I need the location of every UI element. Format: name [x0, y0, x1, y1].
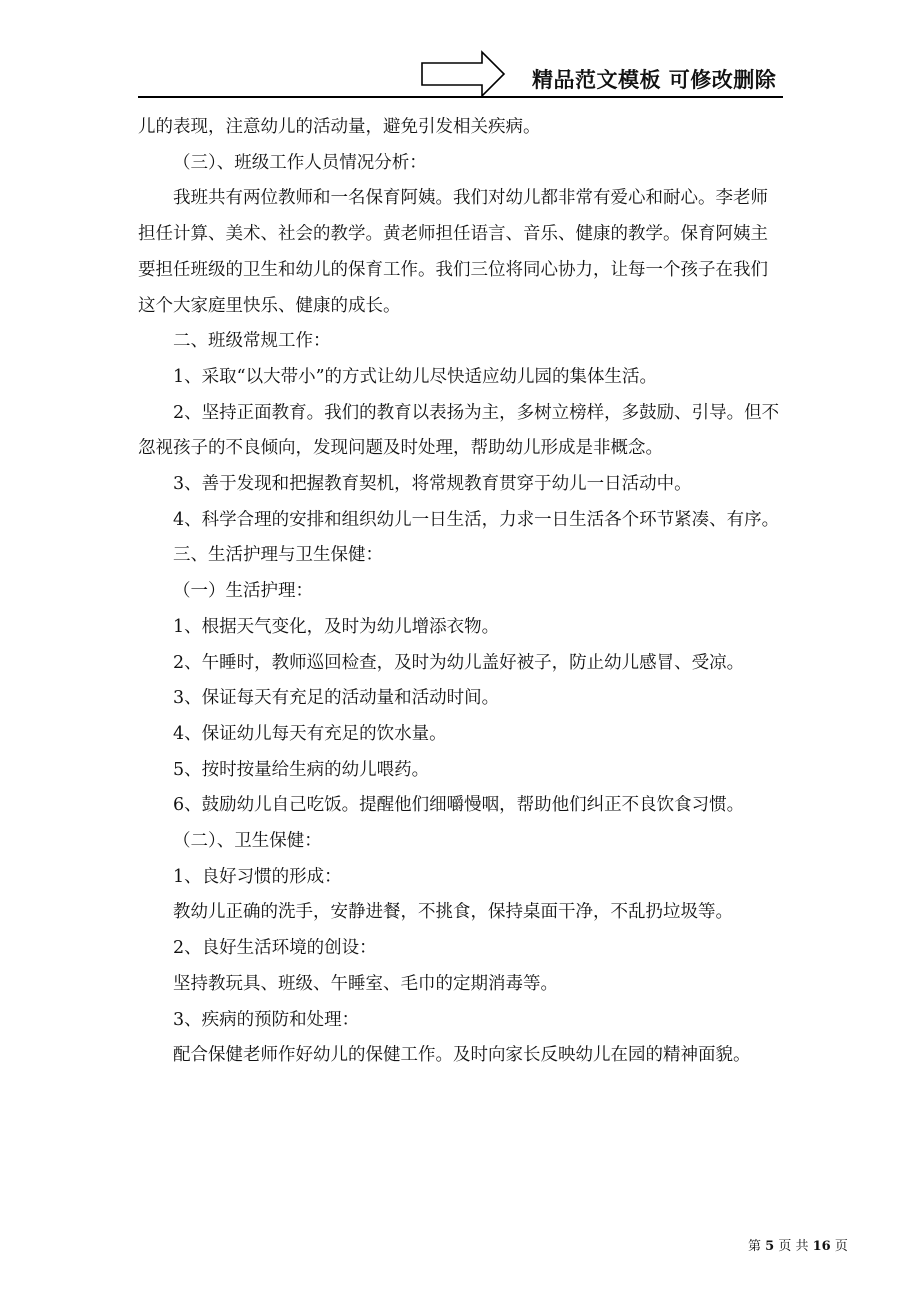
paragraph: 坚持教玩具、班级、午睡室、毛巾的定期消毒等。 — [173, 973, 558, 994]
paragraph: 1、根据天气变化，及时为幼儿增添衣物。 — [173, 616, 500, 637]
paragraph: 配合保健老师作好幼儿的保健工作。及时向家长反映幼儿在园的精神面貌。 — [173, 1045, 751, 1066]
paragraph: 3、疾病的预防和处理： — [173, 1009, 360, 1030]
paragraph: 1、良好习惯的形成： — [173, 866, 342, 887]
paragraph: 4、保证幼儿每天有充足的饮水量。 — [173, 723, 447, 744]
paragraph: 2、午睡时，教师巡回检查，及时为幼儿盖好被子，防止幼儿感冒、受凉。 — [173, 652, 745, 673]
paragraph: 三、生活护理与卫生保健： — [173, 545, 383, 566]
document-body — [138, 110, 785, 1074]
total-pages-number: 16 — [812, 1239, 831, 1254]
paragraph: 儿的表现，注意幼儿的活动量，避免引发相关疾病。 — [138, 117, 541, 137]
paragraph: （一）生活护理： — [173, 581, 313, 602]
paragraph: 3、善于发现和把握教育契机，将常规教育贯穿于幼儿一日活动中。 — [173, 474, 692, 495]
paragraph: （二）、卫生保健： — [173, 831, 322, 852]
paragraph: 教幼儿正确的洗手，安静进餐，不挑食，保持桌面干净，不乱扔垃圾等。 — [173, 902, 733, 923]
paragraph: 6、鼓励幼儿自己吃饭。提醒他们细嚼慢咽，帮助他们纠正不良饮食习惯。 — [173, 795, 745, 816]
paragraph: 4、科学合理的安排和组织幼儿一日生活，力求一日生活各个环节紧凑、有序。 — [173, 509, 780, 530]
paragraph: 5、按时按量给生病的幼儿喂药。 — [173, 759, 430, 780]
paragraph: 2、良好生活环境的创设： — [173, 938, 377, 959]
header-title: 精品范文模板 可修改删除 — [532, 68, 777, 92]
footer-middle: 页 共 — [778, 1239, 809, 1254]
paragraph: 二、班级常规工作： — [173, 331, 331, 352]
current-page-number: 5 — [765, 1239, 775, 1254]
paragraph: （三）、班级工作人员情况分析： — [173, 152, 427, 173]
paragraph: 2、坚持正面教育。我们的教育以表扬为主，多树立榜样，多鼓励、引导。但不忽视孩子的不良倾向，发现问题及时处理，帮助幼儿形成是非概念。 — [138, 402, 780, 459]
page-header — [0, 0, 920, 100]
paragraph: 我班共有两位教师和一名保育阿姨。我们对幼儿都非常有爱心和耐心。李老师担任计算、美术、社会的教学。黄老师担任语言、音乐、健康的教学。保育阿姨主要担任班级的卫生和幼儿的保育工作。我们三位将同心协力，让每一个孩子在我们这个大家庭里快乐、健康的成长。 — [138, 188, 768, 316]
paragraph: 3、保证每天有充足的活动量和活动时间。 — [173, 688, 500, 709]
footer-prefix: 第 — [748, 1239, 762, 1254]
paragraph: 1、采取“以大带小”的方式让幼儿尽快适应幼儿园的集体生活。 — [173, 366, 658, 387]
arrow-right-outline-icon — [420, 50, 506, 98]
footer-suffix: 页 — [834, 1239, 848, 1254]
header-divider — [138, 96, 783, 98]
page-footer — [748, 1235, 848, 1254]
